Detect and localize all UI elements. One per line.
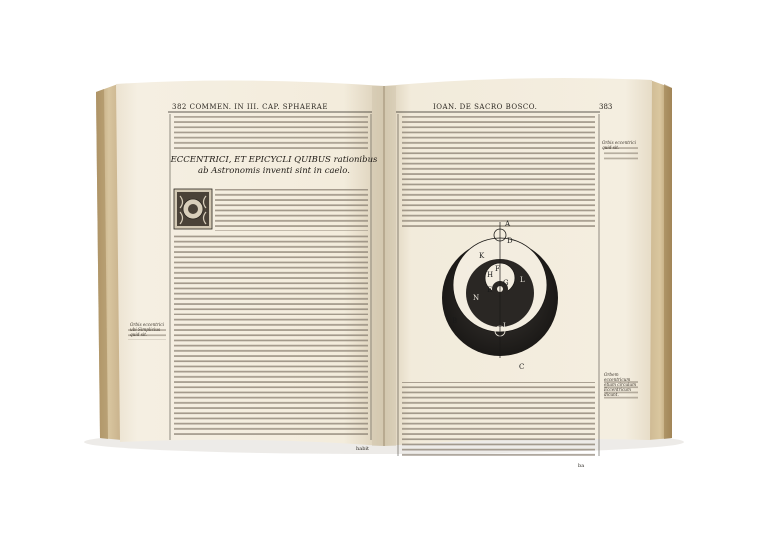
left-page-catchword: habit xyxy=(356,446,370,452)
diagram-label-k: K xyxy=(479,252,485,260)
left-page-text-top xyxy=(174,116,368,150)
diagram-label-h: H xyxy=(487,271,494,279)
left-page-header: 382 COMMEN. IN III. CAP. SPHAERAE xyxy=(172,103,328,111)
right-page-text-bottom xyxy=(402,382,595,458)
right-page-header: IOAN. DE SACRO BOSCO. xyxy=(433,103,538,111)
diagram-label-e: E xyxy=(487,286,493,294)
diagram-label-i: I xyxy=(503,322,506,330)
diagram-label-c: C xyxy=(519,363,525,371)
right-margin-note-top: Orbis eccentrici quid sit. xyxy=(602,140,636,150)
diagram-label-l: L xyxy=(520,276,525,284)
diagram-label-n: N xyxy=(473,294,480,302)
diagram-label-a: A xyxy=(505,220,511,228)
left-page-text-body xyxy=(174,233,368,315)
diagram-label-b: B xyxy=(452,317,458,325)
left-page-text-initial xyxy=(215,189,368,231)
diagram-label-d: D xyxy=(507,237,513,245)
diagram-label-f: F xyxy=(495,265,500,273)
right-page-catchword: ba xyxy=(578,463,585,469)
left-margin-note: Orbis eccentrici ubi Simplicius quid sit. xyxy=(130,322,164,337)
diagram-label-m: M xyxy=(466,266,474,274)
right-page-text-top xyxy=(402,116,595,230)
chapter-title: ECCENTRICI, ET EPICYCLI QUIBUS rationibus ab Astronomis inventi sint in caelo. xyxy=(170,155,378,176)
diagram-label-g: G xyxy=(503,279,509,287)
right-page-number: 383 xyxy=(599,103,613,111)
right-margin-note-bottom: Orbem eccentricum etiam circulum Eccentricum dicunt. xyxy=(604,372,637,397)
decorative-initial-q xyxy=(174,189,212,229)
left-page-text-body-2 xyxy=(174,318,368,438)
